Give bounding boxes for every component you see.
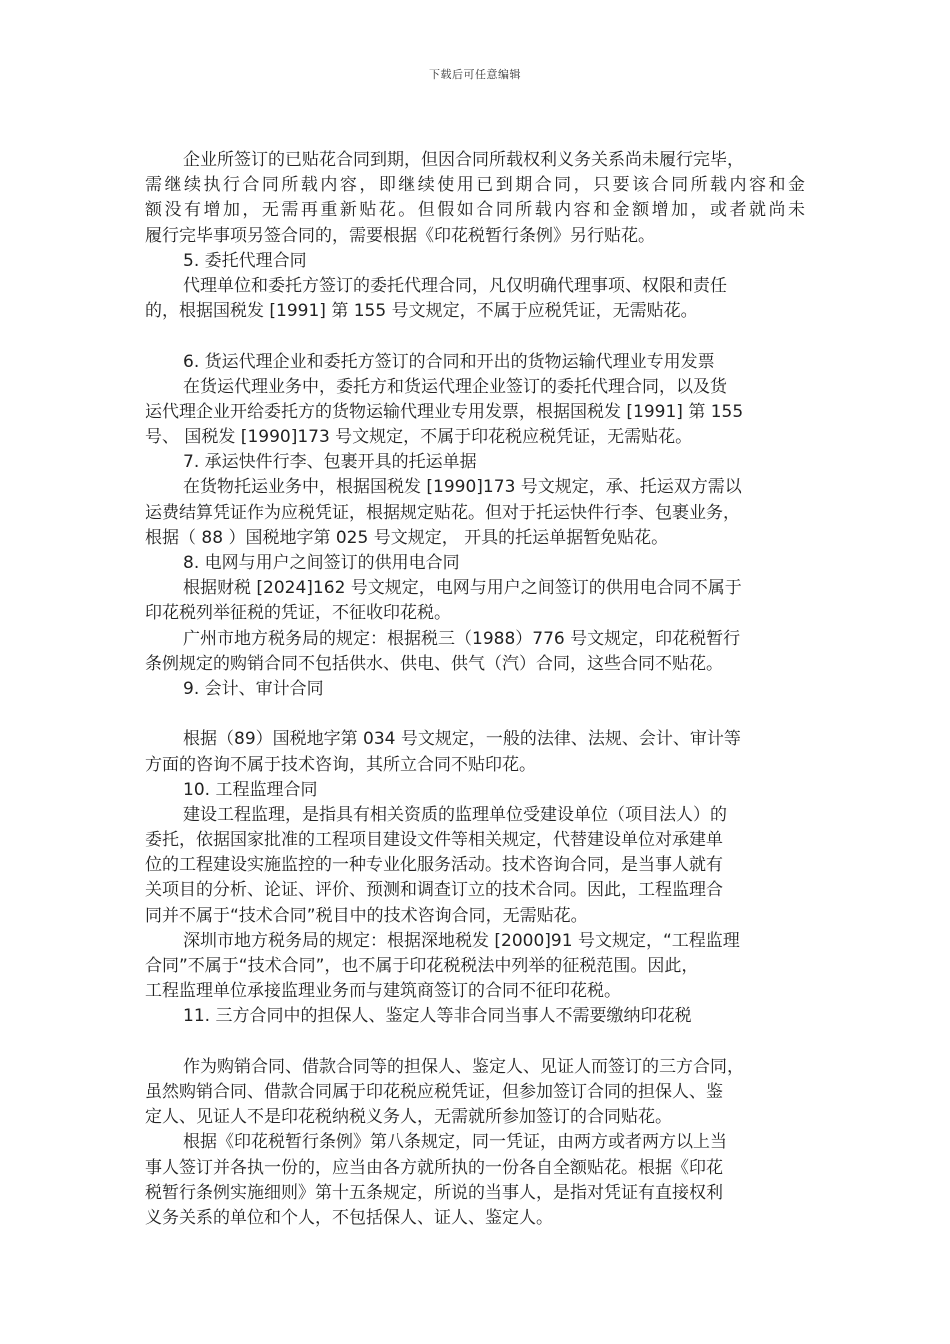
section-heading: 10. 工程监理合同	[183, 779, 318, 800]
document-body	[145, 148, 805, 1231]
paragraph-line: 作为购销合同、借款合同等的担保人、鉴定人、见证人而签订的三方合同，	[183, 1056, 744, 1077]
paragraph-line: 义务关系的单位和个人，不包括保人、证人、鉴定人。	[145, 1207, 553, 1228]
paragraph-line: 委托，依据国家批准的工程项目建设文件等相关规定，代替建设单位对承建单	[145, 830, 723, 851]
paragraph-line: 代理单位和委托方签订的委托代理合同，凡仅明确代理事项、权限和责任	[183, 275, 727, 296]
paragraph-line: 工程监理单位承接监理业务而与建筑商签订的合同不征印花税。	[145, 981, 621, 1002]
paragraph-line: 需继续执行合同所载内容，即继续使用已到期合同，只要该合同所载内容和金	[145, 175, 805, 196]
paragraph-line: 位的工程建设实施监控的一种专业化服务活动。技术咨询合同，是当事人就有	[145, 855, 723, 876]
paragraph-line: 号、 国税发 [1990]173 号文规定，不属于印花税应税凭证，无需贴花。	[145, 427, 693, 448]
paragraph-line: 根据《印花税暂行条例》第八条规定，同一凭证，由两方或者两方以上当	[183, 1132, 727, 1153]
paragraph-line: 事人签订并各执一份的，应当由各方就所执的一份各自全额贴花。根据《印花	[145, 1157, 723, 1178]
paragraph-line: 税暂行条例实施细则》第十五条规定，所说的当事人，是指对凭证有直接权利	[145, 1182, 723, 1203]
header-note: 下载后可任意编辑	[429, 68, 521, 81]
paragraph-line: 在货运代理业务中，委托方和货运代理企业签订的委托代理合同，以及货	[183, 376, 727, 397]
section-heading: 11. 三方合同中的担保人、鉴定人等非合同当事人不需要缴纳印花税	[183, 1006, 692, 1027]
section-heading: 7. 承运快件行李、包裹开具的托运单据	[183, 452, 477, 473]
paragraph-line: 根据财税 [2024]162 号文规定，电网与用户之间签订的供用电合同不属于	[183, 578, 742, 599]
paragraph-line: 广州市地方税务局的规定：根据税三（1988）776 号文规定，印花税暂行	[183, 628, 741, 649]
blank-line	[145, 702, 805, 727]
paragraph-line: 运代理企业开给委托方的货物运输代理业专用发票，根据国税发 [1991] 第 155	[145, 401, 744, 422]
section-heading: 5. 委托代理合同	[183, 250, 307, 271]
section-heading: 8. 电网与用户之间签订的供用电合同	[183, 553, 460, 573]
paragraph-line: 合同”不属于“技术合同”，也不属于印花税税法中列举的征税范围。因此，	[145, 956, 699, 976]
blank-line	[145, 324, 805, 349]
paragraph-line: 在货物托运业务中，根据国税发 [1990]173 号文规定，承、托运双方需以	[183, 477, 742, 498]
paragraph-line: 条例规定的购销合同不包括供水、供电、供气（汽）合同，这些合同不贴花。	[145, 653, 723, 674]
paragraph-line: 同并不属于“技术合同”税目中的技术咨询合同，无需贴花。	[145, 905, 588, 926]
paragraph-line: 运费结算凭证作为应税凭证，根据规定贴花。但对于托运快件行李、包裹业务，	[145, 502, 740, 523]
section-heading: 9. 会计、审计合同	[183, 678, 324, 699]
paragraph-line: 关项目的分析、论证、评价、预测和调查订立的技术合同。因此，工程监理合	[145, 880, 723, 901]
paragraph-line: 的，根据国税发 [1991] 第 155 号文规定，不属于应税凭证，无需贴花。	[145, 301, 698, 322]
paragraph-line: 根据（89）国税地字第 034 号文规定，一般的法律、法规、会计、审计等	[183, 729, 741, 750]
blank-line	[145, 1030, 805, 1055]
paragraph-line: 方面的咨询不属于技术咨询，其所立合同不贴印花。	[145, 754, 536, 775]
paragraph-line: 履行完毕事项另签合同的，需要根据《印花税暂行条例》另行贴花。	[145, 225, 655, 246]
paragraph-line: 深圳市地方税务局的规定：根据深地税发 [2000]91 号文规定，“工程监理	[183, 930, 740, 951]
paragraph-line: 定人、见证人不是印花税纳税义务人，无需就所参加签订的合同贴花。	[145, 1107, 672, 1128]
paragraph-line: 虽然购销合同、借款合同属于印花税应税凭证，但参加签订合同的担保人、鉴	[145, 1081, 723, 1102]
paragraph-line: 企业所签订的已贴花合同到期，但因合同所载权利义务关系尚未履行完毕，	[183, 150, 744, 170]
paragraph-line: 印花税列举征税的凭证，不征收印花税。	[145, 603, 451, 624]
paragraph-line: 建设工程监理，是指具有相关资质的监理单位受建设单位（项目法人）的	[183, 804, 727, 825]
paragraph-line: 根据（ 88 ）国税地字第 025 号文规定， 开具的托运单据暂免贴花。	[145, 527, 669, 548]
section-heading: 6. 货运代理企业和委托方签订的合同和开出的货物运输代理业专用发票	[183, 351, 715, 372]
paragraph-line: 额没有增加，无需再重新贴花。但假如合同所载内容和金额增加，或者就尚未	[145, 200, 805, 221]
